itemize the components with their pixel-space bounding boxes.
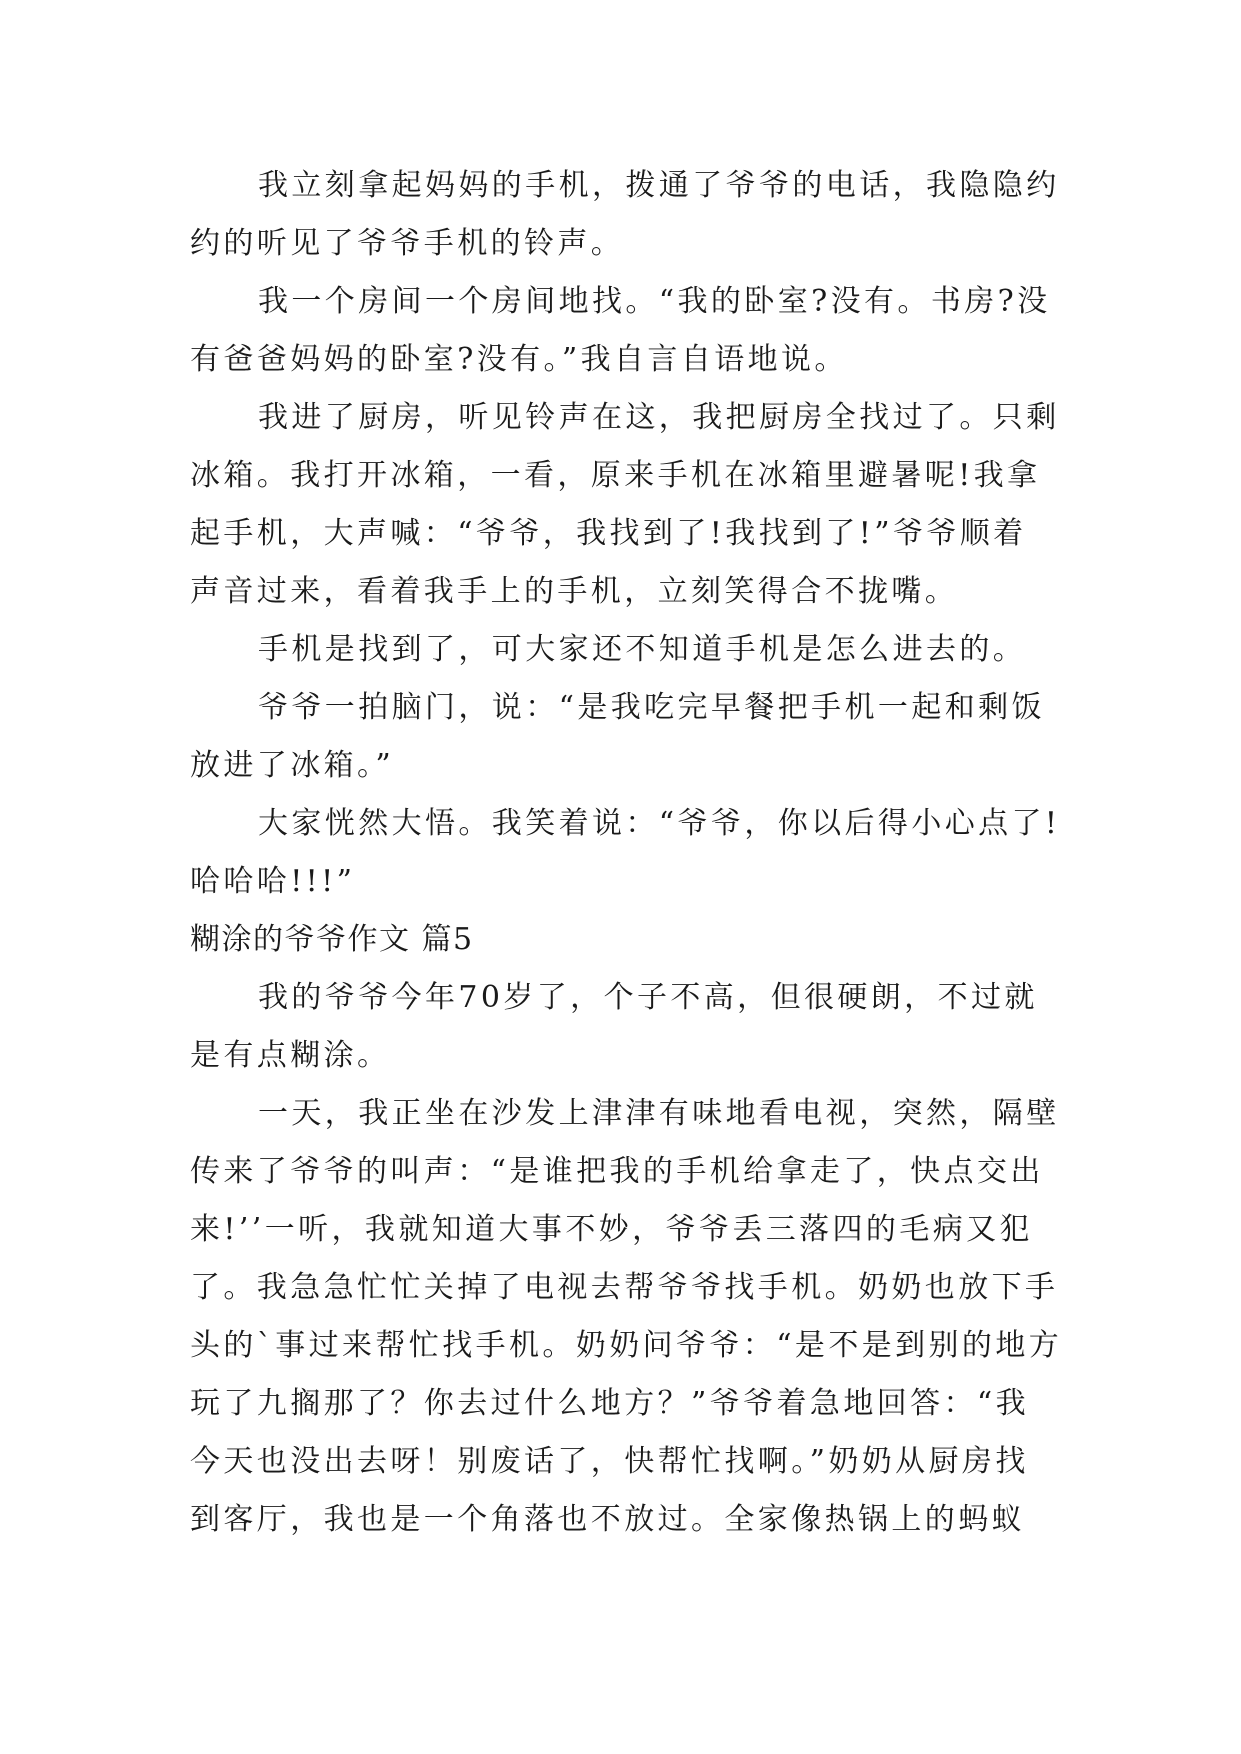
- text-line: 是有点糊涂。: [190, 1038, 391, 1073]
- section-heading: 糊涂的爷爷作文 篇5: [190, 922, 474, 957]
- text-line: 来!’’一听，我就知道大事不妙，爷爷丢三落四的毛病又犯: [190, 1212, 1033, 1247]
- text-line: 今天也没出去呀！别废话了，快帮忙找啊。”奶奶从厨房找: [190, 1444, 1029, 1479]
- text-line: 有爸爸妈妈的卧室?没有。”我自言自语地说。: [190, 342, 848, 377]
- text-line: 我进了厨房，听见铃声在这，我把厨房全找过了。只剩: [258, 400, 1060, 435]
- text-line: 一天，我正坐在沙发上津津有味地看电视，突然，隔壁: [258, 1096, 1060, 1131]
- document-body: [190, 157, 1063, 1549]
- text-line: 了。我急急忙忙关掉了电视去帮爷爷找手机。奶奶也放下手: [190, 1270, 1059, 1305]
- text-line: 手机是找到了，可大家还不知道手机是怎么进去的。: [258, 632, 1027, 667]
- text-line: 哈哈哈!!!”: [190, 864, 356, 899]
- text-line: 冰箱。我打开冰箱，一看，原来手机在冰箱里避暑呢!我拿: [190, 458, 1041, 493]
- text-line: 传来了爷爷的叫声：“是谁把我的手机给拿走了，快点交出: [190, 1154, 1044, 1189]
- text-line: 到客厅，我也是一个角落也不放过。全家像热锅上的蚂蚁: [190, 1502, 1025, 1537]
- text-line: 大家恍然大悟。我笑着说：“爷爷，你以后得小心点了!: [258, 806, 1061, 841]
- text-line: 起手机，大声喊：“爷爷，我找到了!我找到了!”爷爷顺着: [190, 516, 1027, 551]
- text-line: 爷爷一拍脑门，说：“是我吃完早餐把手机一起和剩饭: [258, 690, 1045, 725]
- text-line: 玩了九搁那了？你去过什么地方？”爷爷着急地回答：“我: [190, 1386, 1030, 1421]
- text-line: 头的`事过来帮忙找手机。奶奶问爷爷：“是不是到别的地方: [190, 1328, 1063, 1363]
- text-line: 放进了冰箱。”: [190, 748, 395, 783]
- text-line: 声音过来，看着我手上的手机，立刻笑得合不拢嘴。: [190, 574, 959, 609]
- text-line: 约的听见了爷爷手机的铃声。: [190, 226, 625, 261]
- text-line: 我一个房间一个房间地找。“我的卧室?没有。书房?没: [258, 284, 1051, 319]
- text-line: 我立刻拿起妈妈的手机，拨通了爷爷的电话，我隐隐约: [258, 168, 1060, 203]
- text-line: 我的爷爷今年70岁了，个子不高，但很硬朗，不过就: [258, 980, 1038, 1015]
